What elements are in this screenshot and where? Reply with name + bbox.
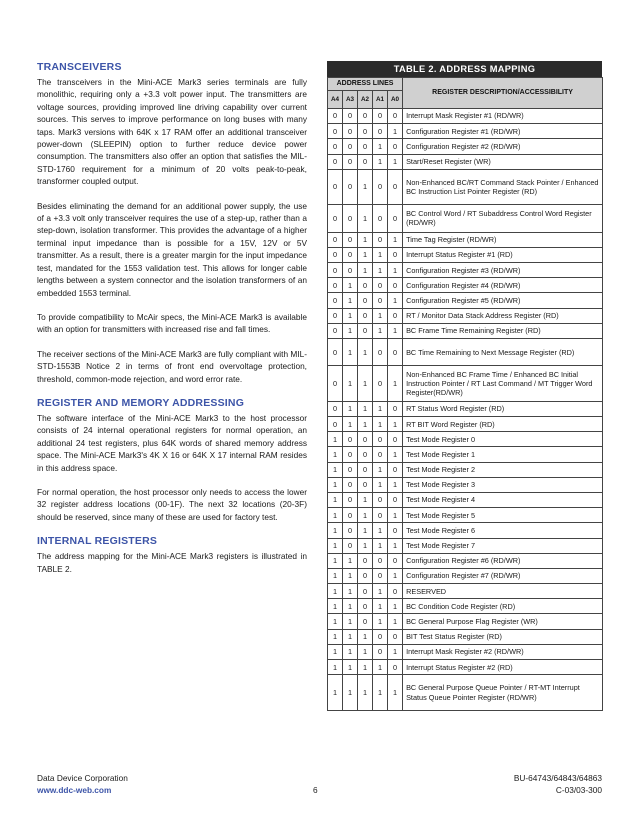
address-bit-cell: 0	[373, 629, 388, 644]
register-description-cell: Test Mode Register 7	[403, 538, 603, 553]
address-bit-cell: 1	[358, 338, 373, 365]
register-description-cell: Time Tag Register (RD/WR)	[403, 232, 603, 247]
address-bit-cell: 1	[343, 338, 358, 365]
address-bit-cell: 0	[373, 447, 388, 462]
address-bit-cell: 0	[328, 263, 343, 278]
address-bit-cell: 0	[388, 247, 403, 262]
address-bit-cell: 0	[373, 124, 388, 139]
address-bit-cell: 0	[343, 523, 358, 538]
address-bit-cell: 1	[373, 401, 388, 416]
address-bit-cell: 0	[328, 205, 343, 232]
address-bit-cell: 0	[373, 109, 388, 124]
company-name: Data Device Corporation	[37, 773, 128, 783]
address-bit-cell: 1	[328, 432, 343, 447]
table-row	[328, 263, 603, 278]
register-description-cell: BC General Purpose Flag Register (WR)	[403, 614, 603, 629]
table-row	[328, 308, 603, 323]
bit-header-a3: A3	[343, 91, 358, 109]
address-bit-cell: 1	[373, 599, 388, 614]
address-bit-cell: 1	[388, 614, 403, 629]
address-bit-cell: 0	[343, 477, 358, 492]
table-row	[328, 293, 603, 308]
address-bit-cell: 1	[343, 584, 358, 599]
address-bit-cell: 1	[388, 293, 403, 308]
table-row	[328, 232, 603, 247]
register-description-cell: BIT Test Status Register (RD)	[403, 629, 603, 644]
address-bit-cell: 0	[373, 644, 388, 659]
address-bit-cell: 1	[388, 366, 403, 402]
address-bit-cell: 1	[328, 614, 343, 629]
table-row	[328, 247, 603, 262]
address-bit-cell: 1	[388, 154, 403, 169]
address-bit-cell: 0	[358, 109, 373, 124]
address-bit-cell: 0	[328, 169, 343, 205]
address-bit-cell: 0	[373, 338, 388, 365]
address-bit-cell: 1	[358, 417, 373, 432]
website-link[interactable]: www.ddc-web.com	[37, 785, 112, 795]
address-bit-cell: 1	[358, 675, 373, 711]
address-bit-cell: 1	[373, 247, 388, 262]
table-row	[328, 432, 603, 447]
address-bit-cell: 0	[388, 629, 403, 644]
address-bit-cell: 0	[388, 139, 403, 154]
footer-right	[514, 772, 602, 796]
address-bit-cell: 1	[343, 401, 358, 416]
register-description-cell: BC Control Word / RT Subaddress Control Word Register (RD/WR)	[403, 205, 603, 232]
address-bit-cell: 0	[388, 523, 403, 538]
address-bit-cell: 0	[358, 308, 373, 323]
address-bit-cell: 0	[358, 278, 373, 293]
register-description-cell: Configuration Register #5 (RD/WR)	[403, 293, 603, 308]
address-bit-cell: 1	[388, 538, 403, 553]
table-row	[328, 477, 603, 492]
address-bit-cell: 0	[358, 599, 373, 614]
address-bit-cell: 1	[388, 477, 403, 492]
address-bit-cell: 1	[328, 508, 343, 523]
address-bit-cell: 0	[388, 584, 403, 599]
address-bit-cell: 0	[388, 660, 403, 675]
address-bit-cell: 1	[388, 568, 403, 583]
address-bit-cell: 0	[358, 477, 373, 492]
footer-left	[37, 772, 128, 796]
address-bit-cell: 0	[388, 432, 403, 447]
table-row	[328, 568, 603, 583]
table-row	[328, 417, 603, 432]
left-column	[37, 61, 307, 587]
address-bit-cell: 1	[388, 232, 403, 247]
address-bit-cell: 0	[358, 584, 373, 599]
table-row	[328, 109, 603, 124]
address-mapping-table-container	[327, 61, 602, 711]
address-bit-cell: 0	[358, 614, 373, 629]
table-row	[328, 644, 603, 659]
table-row	[328, 124, 603, 139]
register-description-cell: Test Mode Register 0	[403, 432, 603, 447]
register-description-cell: Interrupt Status Register #1 (RD)	[403, 247, 603, 262]
address-bit-cell: 0	[373, 432, 388, 447]
register-addressing-heading: REGISTER AND MEMORY ADDRESSING	[37, 396, 245, 409]
address-bit-cell: 0	[373, 568, 388, 583]
address-bit-cell: 1	[343, 629, 358, 644]
address-bit-cell: 0	[388, 462, 403, 477]
address-bit-cell: 0	[358, 154, 373, 169]
address-bit-cell: 0	[343, 432, 358, 447]
bit-header-a4: A4	[328, 91, 343, 109]
register-description-cell: Configuration Register #7 (RD/WR)	[403, 568, 603, 583]
address-bit-cell: 1	[358, 644, 373, 659]
address-bit-cell: 1	[328, 629, 343, 644]
table-header-row	[328, 78, 603, 91]
address-bit-cell: 0	[343, 447, 358, 462]
address-bit-cell: 0	[373, 492, 388, 507]
address-bit-cell: 1	[373, 523, 388, 538]
register-description-cell: RT / Monitor Data Stack Address Register (RD)	[403, 308, 603, 323]
address-bit-cell: 1	[388, 323, 403, 338]
address-bit-cell: 1	[328, 675, 343, 711]
address-bit-cell: 1	[328, 462, 343, 477]
address-bit-cell: 1	[343, 660, 358, 675]
page-number: 6	[313, 785, 318, 795]
address-bit-cell: 0	[328, 293, 343, 308]
address-bit-cell: 1	[343, 614, 358, 629]
address-bit-cell: 1	[358, 169, 373, 205]
table-row	[328, 154, 603, 169]
address-bit-cell: 1	[328, 660, 343, 675]
transceivers-paragraph-3: To provide compatibility to McAir specs, the Mini-ACE Mark3 is available with an option for transmitters with increased rise and fall times.	[37, 311, 307, 335]
address-bit-cell: 1	[328, 447, 343, 462]
transceivers-heading: TRANSCEIVERS	[37, 61, 122, 73]
register-description-cell: Interrupt Status Register #2 (RD)	[403, 660, 603, 675]
address-bit-cell: 1	[343, 323, 358, 338]
address-bit-cell: 1	[388, 675, 403, 711]
address-bit-cell: 0	[373, 169, 388, 205]
address-bit-cell: 1	[373, 538, 388, 553]
address-bit-cell: 1	[373, 323, 388, 338]
internal-paragraph-1: The address mapping for the Mini-ACE Mark3 registers is illustrated in TABLE 2.	[37, 551, 307, 574]
table-row	[328, 508, 603, 523]
address-bit-cell: 0	[373, 293, 388, 308]
address-bit-cell: 0	[388, 492, 403, 507]
address-bit-cell: 1	[343, 675, 358, 711]
address-bit-cell: 1	[328, 584, 343, 599]
address-bit-cell: 1	[373, 263, 388, 278]
table-row	[328, 401, 603, 416]
bit-header-a1: A1	[373, 91, 388, 109]
address-bit-cell: 0	[328, 338, 343, 365]
table-row	[328, 462, 603, 477]
table-row	[328, 614, 603, 629]
address-bit-cell: 1	[358, 247, 373, 262]
register-description-cell: Test Mode Register 5	[403, 508, 603, 523]
address-bit-cell: 0	[373, 232, 388, 247]
table-row	[328, 205, 603, 232]
table-row	[328, 553, 603, 568]
address-bit-cell: 1	[328, 644, 343, 659]
address-lines-header: ADDRESS LINES	[328, 78, 403, 91]
register-description-cell: Configuration Register #2 (RD/WR)	[403, 139, 603, 154]
address-bit-cell: 1	[328, 553, 343, 568]
address-bit-cell: 0	[343, 508, 358, 523]
table-row	[328, 447, 603, 462]
address-bit-cell: 1	[373, 154, 388, 169]
address-bit-cell: 0	[328, 323, 343, 338]
address-bit-cell: 0	[343, 109, 358, 124]
address-bit-cell: 0	[328, 278, 343, 293]
address-bit-cell: 0	[358, 432, 373, 447]
address-bit-cell: 0	[358, 293, 373, 308]
register-description-cell: BC Frame Time Remaining Register (RD)	[403, 323, 603, 338]
register-description-cell: Test Mode Register 1	[403, 447, 603, 462]
table-row	[328, 139, 603, 154]
register-description-cell: BC General Purpose Queue Pointer / RT-MT Interrupt Status Queue Pointer Register (RD/WR)	[403, 675, 603, 711]
address-bit-cell: 1	[358, 401, 373, 416]
address-bit-cell: 1	[343, 278, 358, 293]
address-bit-cell: 1	[373, 614, 388, 629]
address-bit-cell: 1	[388, 124, 403, 139]
register-description-cell: Configuration Register #6 (RD/WR)	[403, 553, 603, 568]
address-bit-cell: 0	[358, 447, 373, 462]
address-bit-cell: 0	[343, 247, 358, 262]
register-description-cell: BC Time Remaining to Next Message Register (RD)	[403, 338, 603, 365]
transceivers-paragraph-1: The transceivers in the Mini-ACE Mark3 series terminals are fully monolithic, requiring only a +3.3 volt power input. The transmitters are voltage sources, providing improved line driving capability over current sources. This serves to improve performance on long buses with many taps. Mark3 versions with 64K x 17 RAM offer an additional transceiver power-down (SLEEPIN) option to further reduce device power consumption. The transmitters also offer an option that satisfies the MIL-STD-1760 requirement for a minimum of 20 volts peak-to-peak, transformer coupled output.	[37, 77, 307, 187]
table-row	[328, 629, 603, 644]
address-bit-cell: 1	[358, 508, 373, 523]
address-bit-cell: 0	[358, 323, 373, 338]
address-bit-cell: 0	[358, 124, 373, 139]
address-bit-cell: 0	[343, 169, 358, 205]
address-bit-cell: 1	[388, 447, 403, 462]
address-bit-cell: 0	[388, 278, 403, 293]
address-bit-cell: 0	[358, 568, 373, 583]
address-bit-cell: 0	[373, 205, 388, 232]
address-bit-cell: 1	[373, 660, 388, 675]
address-bit-cell: 1	[343, 568, 358, 583]
register-description-cell: BC Condition Code Register (RD)	[403, 599, 603, 614]
document-revision: C-03/03-300	[555, 785, 602, 795]
address-bit-cell: 0	[358, 553, 373, 568]
address-bit-cell: 0	[343, 462, 358, 477]
address-bit-cell: 0	[328, 124, 343, 139]
address-bit-cell: 1	[388, 263, 403, 278]
address-bit-cell: 1	[358, 366, 373, 402]
address-bit-cell: 1	[373, 584, 388, 599]
address-bit-cell: 0	[373, 278, 388, 293]
register-description-cell: RT BIT Word Register (RD)	[403, 417, 603, 432]
table-row	[328, 599, 603, 614]
address-bit-cell: 1	[358, 629, 373, 644]
address-bit-cell: 1	[328, 492, 343, 507]
address-bit-cell: 1	[373, 308, 388, 323]
address-bit-cell: 0	[328, 308, 343, 323]
address-bit-cell: 1	[358, 660, 373, 675]
address-bit-cell: 1	[343, 417, 358, 432]
address-bit-cell: 0	[373, 553, 388, 568]
address-bit-cell: 1	[358, 232, 373, 247]
internal-registers-heading: INTERNAL REGISTERS	[37, 535, 158, 548]
register-description-cell: Configuration Register #1 (RD/WR)	[403, 124, 603, 139]
table-row	[328, 323, 603, 338]
address-bit-cell: 1	[328, 477, 343, 492]
address-bit-cell: 0	[343, 263, 358, 278]
address-bit-cell: 1	[373, 139, 388, 154]
address-bit-cell: 0	[358, 139, 373, 154]
address-bit-cell: 0	[388, 205, 403, 232]
address-bit-cell: 0	[343, 232, 358, 247]
table-row	[328, 278, 603, 293]
address-bit-cell: 0	[328, 247, 343, 262]
address-bit-cell: 1	[388, 644, 403, 659]
register-description-cell: Non-Enhanced BC/RT Command Stack Pointer / Enhanced BC Instruction List Pointer Register (RD)	[403, 169, 603, 205]
table-row	[328, 338, 603, 365]
register-description-cell: Test Mode Register 4	[403, 492, 603, 507]
transceivers-paragraph-4: The receiver sections of the Mini-ACE Mark3 are fully compliant with MIL-STD-1553B Notice 2 in terms of front end overvoltage protection, threshold, common-mode rejection, and word error rate.	[37, 348, 307, 384]
address-bit-cell: 1	[343, 308, 358, 323]
table-row	[328, 366, 603, 402]
register-description-cell: Test Mode Register 6	[403, 523, 603, 538]
address-bit-cell: 1	[343, 599, 358, 614]
address-bit-cell: 0	[328, 139, 343, 154]
register-paragraph-1: The software interface of the Mini-ACE Mark3 to the host processor consists of 24 internal operational registers for normal operation, an additional 24 test registers, plus 64K words of shared memory address space. The Mini-ACE Mark3's 4K X 16 or 64K X 17 internal RAM resides in this address space.	[37, 412, 307, 473]
address-bit-cell: 1	[373, 417, 388, 432]
table-row	[328, 523, 603, 538]
address-bit-cell: 0	[343, 139, 358, 154]
part-numbers: BU-64743/64843/64863	[513, 773, 602, 783]
address-bit-cell: 1	[343, 366, 358, 402]
address-bit-cell: 1	[373, 462, 388, 477]
address-bit-cell: 0	[328, 417, 343, 432]
register-description-cell: Configuration Register #3 (RD/WR)	[403, 263, 603, 278]
address-bit-cell: 0	[373, 508, 388, 523]
address-bit-cell: 1	[328, 568, 343, 583]
address-bit-cell: 1	[358, 492, 373, 507]
address-bit-cell: 0	[343, 154, 358, 169]
table-row	[328, 660, 603, 675]
table-row	[328, 169, 603, 205]
address-bit-cell: 0	[388, 308, 403, 323]
address-bit-cell: 1	[328, 523, 343, 538]
address-bit-cell: 0	[343, 492, 358, 507]
address-bit-cell: 1	[388, 508, 403, 523]
register-paragraph-2: For normal operation, the host processor only needs to access the lower 32 register address locations (00-1F). The next 32 locations (20-3F) should be reserved, since many of these are used for factory test.	[37, 486, 307, 522]
register-description-cell: RT Status Word Register (RD)	[403, 401, 603, 416]
address-bit-cell: 0	[388, 338, 403, 365]
address-bit-cell: 0	[358, 462, 373, 477]
address-bit-cell: 0	[388, 401, 403, 416]
transceivers-paragraph-2: Besides eliminating the demand for an additional power supply, the use of a +3.3 volt only transceiver requires the use of a step-up, rather than a step-down, isolation transformer. This provides the advantage of a higher terminal input impedance than is possible for a 15V, 12V or 5V transmitter. As a result, there is a greater margin for the input impedance test, mandated for the 1553 validation test. This allows for longer cable lengths between a system connector and the isolation transformers of an embedded 1553 terminal.	[37, 200, 307, 298]
address-bit-cell: 1	[358, 205, 373, 232]
register-description-cell: Test Mode Register 3	[403, 477, 603, 492]
register-description-cell: RESERVED	[403, 584, 603, 599]
table-body	[328, 109, 603, 711]
address-bit-cell: 0	[373, 366, 388, 402]
address-bit-cell: 1	[358, 523, 373, 538]
register-description-cell: Non-Enhanced BC Frame Time / Enhanced BC Initial Instruction Pointer / RT Last Command / MT Trigger Word Register(RD/WR)	[403, 366, 603, 402]
register-description-cell: Start/Reset Register (WR)	[403, 154, 603, 169]
address-bit-cell: 0	[343, 205, 358, 232]
table-row	[328, 584, 603, 599]
address-bit-cell: 0	[343, 538, 358, 553]
address-bit-cell: 0	[328, 366, 343, 402]
address-bit-cell: 1	[373, 477, 388, 492]
address-bit-cell: 1	[358, 263, 373, 278]
address-bit-cell: 0	[328, 401, 343, 416]
address-mapping-table	[327, 77, 603, 711]
table-row	[328, 492, 603, 507]
address-bit-cell: 1	[328, 599, 343, 614]
register-description-header: REGISTER DESCRIPTION/ACCESSIBILITY	[403, 78, 603, 109]
address-bit-cell: 1	[343, 644, 358, 659]
table-title: TABLE 2. ADDRESS MAPPING	[327, 61, 602, 77]
register-description-cell: Interrupt Mask Register #1 (RD/WR)	[403, 109, 603, 124]
table-row	[328, 538, 603, 553]
address-bit-cell: 1	[328, 538, 343, 553]
address-bit-cell: 0	[388, 109, 403, 124]
table-row	[328, 675, 603, 711]
address-bit-cell: 0	[388, 169, 403, 205]
address-bit-cell: 1	[343, 293, 358, 308]
address-bit-cell: 0	[343, 124, 358, 139]
address-bit-cell: 1	[388, 599, 403, 614]
register-description-cell: Interrupt Mask Register #2 (RD/WR)	[403, 644, 603, 659]
address-bit-cell: 1	[343, 553, 358, 568]
bit-header-a0: A0	[388, 91, 403, 109]
address-bit-cell: 0	[388, 553, 403, 568]
address-bit-cell: 0	[328, 232, 343, 247]
bit-header-a2: A2	[358, 91, 373, 109]
address-bit-cell: 0	[328, 154, 343, 169]
register-description-cell: Test Mode Register 2	[403, 462, 603, 477]
address-bit-cell: 0	[328, 109, 343, 124]
register-description-cell: Configuration Register #4 (RD/WR)	[403, 278, 603, 293]
address-bit-cell: 1	[388, 417, 403, 432]
address-bit-cell: 1	[358, 538, 373, 553]
address-bit-cell: 1	[373, 675, 388, 711]
